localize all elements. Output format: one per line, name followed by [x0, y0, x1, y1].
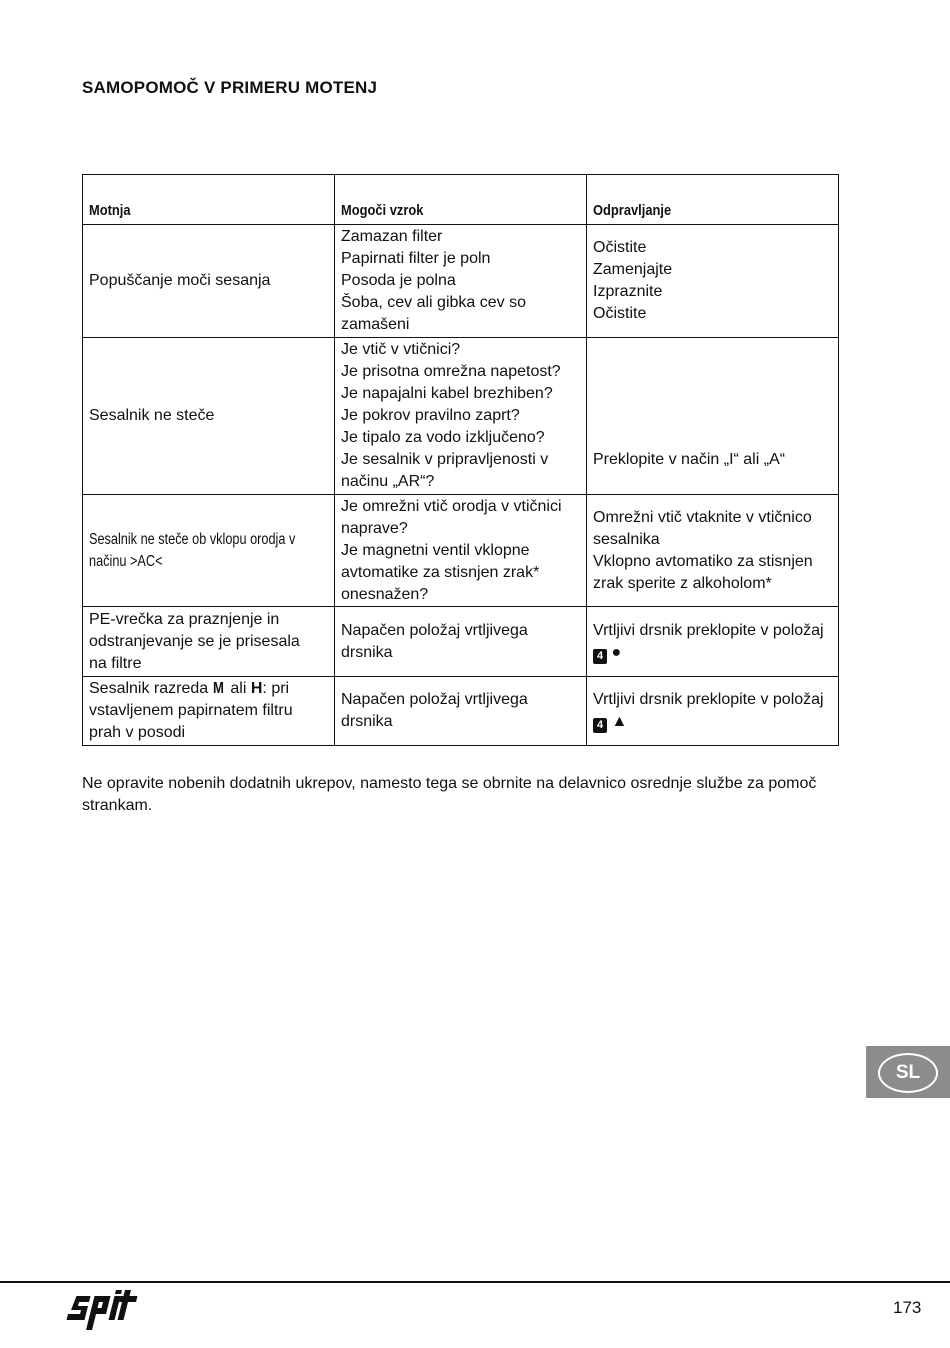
position-4-key-icon: 4	[593, 718, 607, 733]
cause-cell: Napačen položaj vrtljivega drsnika	[335, 607, 587, 677]
table-row	[83, 495, 839, 607]
position-4-key-icon: 4	[593, 649, 607, 664]
problem-cell: Popuščanje moči sesanja	[83, 225, 335, 338]
remedy-cell: Omrežni vtič vtaknite v vtičnico sesalnika Vklopno avtomatiko za stisnjen zrak sperite z alkoholom*	[587, 495, 839, 607]
language-badge: SL	[878, 1053, 938, 1093]
cause-cell: Zamazan filter Papirnati filter je poln Posoda je polna Šoba, cev ali gibka cev so zamašeni	[335, 225, 587, 338]
problem-cell: PE-vrečka za praznjenje in odstranjevanje se je prisesala na filtre	[83, 607, 335, 677]
cause-cell: Je omrežni vtič orodja v vtičnici naprave? Je magnetni ventil vklopne avtomatike za stisnjen zrak* onesnažen?	[335, 495, 587, 607]
remedy-cell: Preklopite v način „I“ ali „A“	[587, 338, 839, 495]
problem-cell: Sesalnik ne steče ob vklopu orodja v načinu >AC<	[83, 495, 335, 607]
language-tab	[866, 1046, 950, 1098]
spit-logo	[62, 1290, 148, 1341]
header-cause: Mogoči vzrok	[335, 175, 587, 225]
service-note: Ne opravite nobenih dodatnih ukrepov, namesto tega se obrnite na delavnico osrednje službe za pomoč strankam.	[82, 775, 817, 814]
table-row	[83, 338, 839, 495]
remedy-cell: Vrtljivi drsnik preklopite v položaj 4 ●	[587, 607, 839, 677]
page-title: SAMOPOMOČ V PRIMERU MOTENJ	[82, 78, 378, 97]
triangle-icon: ▲	[611, 713, 628, 730]
cause-cell: Napačen položaj vrtljivega drsnika	[335, 677, 587, 746]
problem-cell: Sesalnik ne steče	[83, 338, 335, 495]
table-row	[83, 225, 839, 338]
troubleshooting-table	[82, 174, 839, 746]
footer-divider	[0, 1281, 950, 1283]
circle-icon: ●	[611, 643, 622, 661]
cause-cell: Je vtič v vtičnici? Je prisotna omrežna napetost? Je napajalni kabel brezhiben? Je pokrov pravilno zaprt? Je tipalo za vodo izključeno? Je sesalnik v pripravljenosti v načinu „AR“?	[335, 338, 587, 495]
remedy-cell: Vrtljivi drsnik preklopite v položaj 4 ▲	[587, 677, 839, 746]
table-header-row	[83, 175, 839, 225]
page-number: 173	[893, 1298, 922, 1317]
problem-cell: Sesalnik razreda M ali H: pri vstavljenem papirnatem filtru prah v posodi	[83, 677, 335, 746]
header-remedy: Odpravljanje	[587, 175, 839, 225]
header-problem: Motnja	[83, 175, 335, 225]
table-row	[83, 677, 839, 746]
table-row	[83, 607, 839, 677]
remedy-cell: Očistite Zamenjajte Izpraznite Očistite	[587, 225, 839, 338]
